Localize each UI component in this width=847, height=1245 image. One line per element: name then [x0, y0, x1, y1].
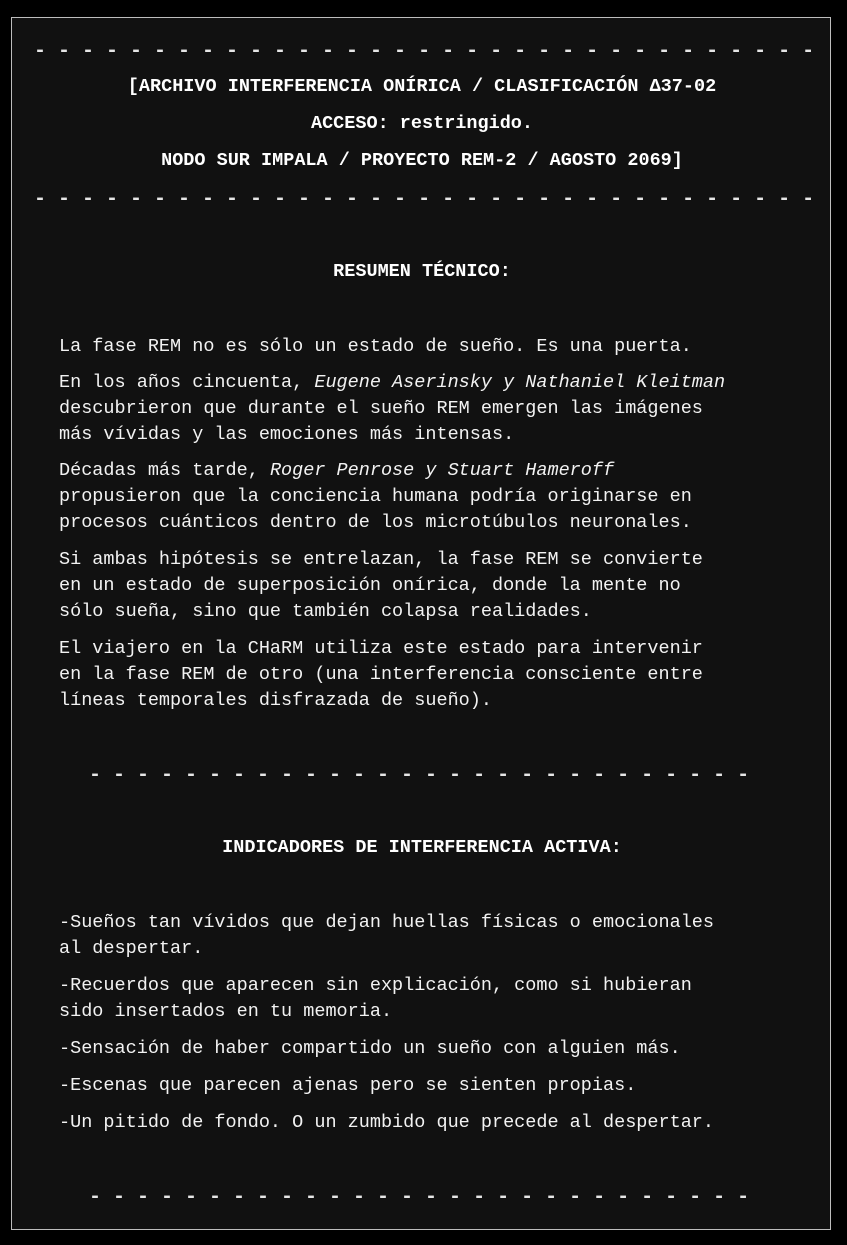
p3-rest: propusieron que la conciencia humana podría originarse en procesos cuánticos dentro de los microtúbulos neuronales.	[59, 486, 692, 533]
resumen-paragraph-5: El viajero en la CHaRM utiliza este estado para intervenir en la fase REM de otro (una interferencia consciente entre líneas temporales disfrazada de sueño).	[59, 638, 703, 711]
indicator-item: -Escenas que parecen ajenas pero se sienten propias.	[59, 1075, 637, 1096]
header-access: ACCESO: restringido.	[310, 113, 534, 134]
p3-authors: Roger Penrose y Stuart Hameroff	[269, 460, 615, 481]
separator-middle: - - - - - - - - - - - - - - - - - - - - - - - - - - - -	[89, 764, 750, 787]
indicator-item: -Sensación de haber compartido un sueño con alguien más.	[59, 1038, 681, 1059]
document-frame	[11, 17, 831, 1230]
resumen-paragraph-4: Si ambas hipótesis se entrelazan, la fase REM se convierte en un estado de superposición onírica, donde la mente no sólo sueña, sino que también colapsa realidades.	[59, 549, 703, 622]
separator-header-bottom: - - - - - - - - - - - - - - - - - - - - - - - - - - - - - - - - -	[34, 188, 815, 211]
header-node: NODO SUR IMPALA / PROYECTO REM-2 / AGOSTO 2069]	[161, 150, 683, 171]
section-title-indicadores: INDICADORES DE INTERFERENCIA ACTIVA:	[222, 837, 622, 858]
separator-bottom: - - - - - - - - - - - - - - - - - - - - - - - - - - - -	[89, 1186, 750, 1209]
p3-lead: Décadas más tarde,	[59, 460, 270, 481]
p2-authors: Eugene Aserinsky y Nathaniel Kleitman	[314, 372, 726, 393]
resumen-paragraph-2	[59, 370, 819, 448]
indicator-item: -Un pitido de fondo. O un zumbido que precede al despertar.	[59, 1112, 715, 1133]
resumen-paragraph-1: La fase REM no es sólo un estado de sueño. Es una puerta.	[59, 336, 692, 357]
resumen-paragraph-3	[59, 458, 819, 536]
indicator-item: -Sueños tan vívidos que dejan huellas físicas o emocionales al despertar.	[59, 912, 715, 959]
separator-top: - - - - - - - - - - - - - - - - - - - - - - - - - - - - - - - - -	[34, 40, 815, 63]
indicator-item: -Recuerdos que aparecen sin explicación, como si hubieran sido insertados en tu memoria.	[59, 975, 692, 1022]
p2-lead: En los años cincuenta,	[59, 372, 315, 393]
p2-rest: descubrieron que durante el sueño REM emergen las imágenes más vívidas y las emociones más intensas.	[59, 398, 703, 445]
header-classification: [ARCHIVO INTERFERENCIA ONÍRICA / CLASIFICACIÓN Δ37-02	[127, 76, 717, 97]
section-title-resumen: RESUMEN TÉCNICO:	[333, 261, 511, 282]
